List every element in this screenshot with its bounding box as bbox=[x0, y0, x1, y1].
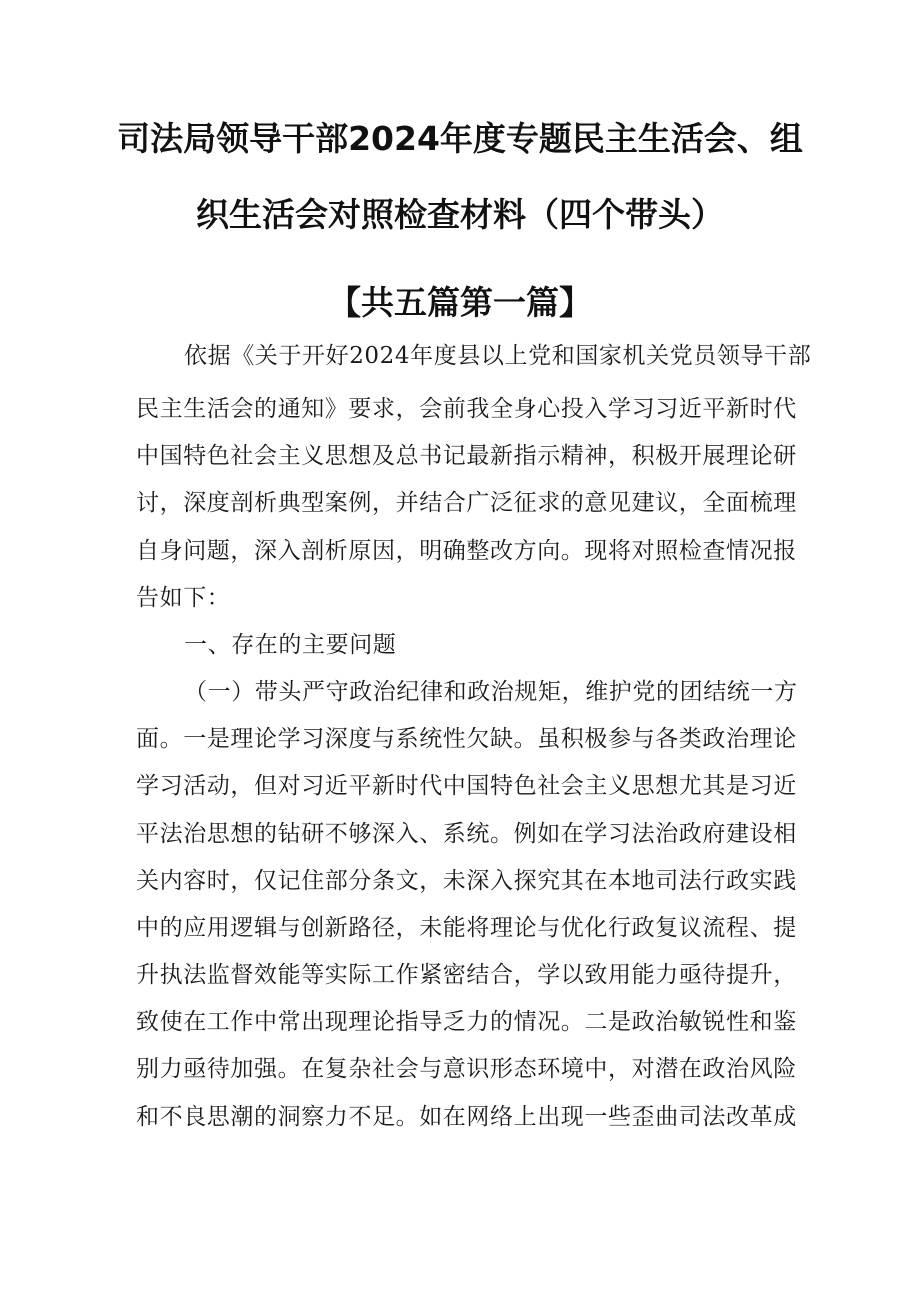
paragraph-line: 关内容时，仅记住部分条文，未深入探究其在本地司法行政实践 bbox=[136, 868, 797, 894]
paragraph-line: 别力亟待加强。在复杂社会与意识形态环境中，对潜在政治风险 bbox=[136, 1056, 797, 1082]
paragraph-line: 依据《关于开好2024年度县以上党和国家机关党员领导干部 bbox=[184, 343, 812, 369]
paragraph-line: （一）带头严守政治纪律和政治规矩，维护党的团结统一方 bbox=[184, 679, 798, 705]
paragraph-line: 面。一是理论学习深度与系统性欠缺。虽积极参与各类政治理论 bbox=[136, 726, 797, 752]
paragraph-line: 学习活动，但对习近平新时代中国特色社会主义思想尤其是习近 bbox=[136, 773, 797, 799]
paragraph-line: 告如下： bbox=[136, 585, 231, 611]
paragraph-line: 自身问题，深入剖析原因，明确整改方向。现将对照检查情况报 bbox=[136, 538, 797, 564]
paragraph-line: 升执法监督效能等实际工作紧密结合，学以致用能力亟待提升， bbox=[136, 962, 797, 988]
paragraph-line: 讨，深度剖析典型案例，并结合广泛征求的意见建议，全面梳理 bbox=[136, 490, 797, 516]
paragraph-line: 中国特色社会主义思想及总书记最新指示精神，积极开展理论研 bbox=[136, 443, 797, 469]
paragraph-line: 和不良思潮的洞察力不足。如在网络上出现一些歪曲司法改革成 bbox=[136, 1104, 797, 1130]
document-subtitle: 【共五篇第一篇】 bbox=[328, 283, 592, 322]
paragraph-line: 民主生活会的通知》要求，会前我全身心投入学习习近平新时代 bbox=[136, 396, 797, 422]
paragraph-line: 致使在工作中常出现理论指导乏力的情况。二是政治敏锐性和鉴 bbox=[136, 1009, 797, 1035]
paragraph-line: 中的应用逻辑与创新路径，未能将理论与优化行政复议流程、提 bbox=[136, 915, 797, 941]
document-title-line-2: 织生活会对照检查材料（四个带头） bbox=[196, 195, 724, 234]
paragraph-line: 平法治思想的钻研不够深入、系统。例如在学习法治政府建设相 bbox=[136, 821, 797, 847]
document-title-line-1: 司法局领导干部2024年度专题民主生活会、组 bbox=[117, 119, 803, 158]
section-heading: 一、存在的主要问题 bbox=[184, 632, 397, 658]
